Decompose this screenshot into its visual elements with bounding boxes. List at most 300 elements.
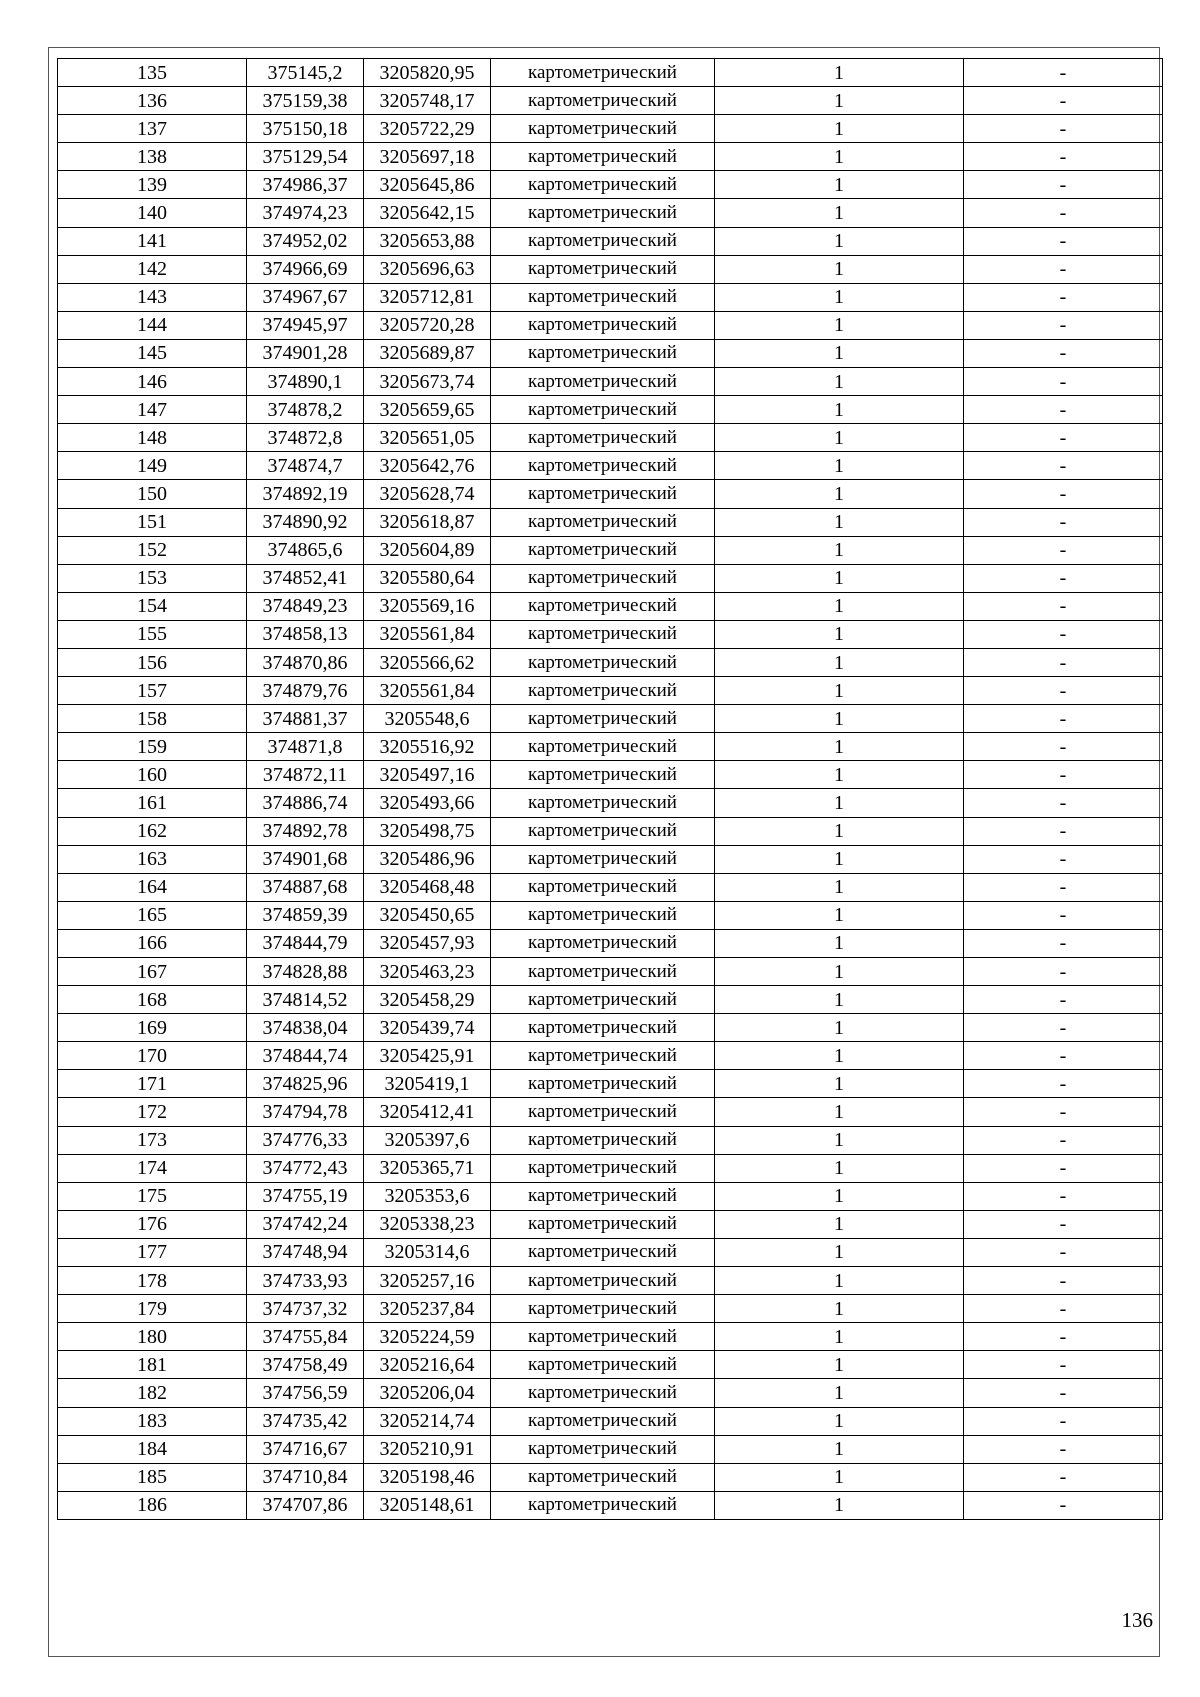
- y-coordinate-cell: 3205722,29: [364, 115, 491, 143]
- point-number-cell: 163: [58, 845, 247, 873]
- y-coordinate-cell: 3205493,66: [364, 789, 491, 817]
- method-cell: картометрический: [491, 1042, 715, 1070]
- x-coordinate-cell: 374892,78: [247, 817, 364, 845]
- table-row: [58, 396, 1163, 424]
- table-row: [58, 368, 1163, 396]
- y-coordinate-cell: 3205820,95: [364, 59, 491, 87]
- accuracy-cell: 1: [715, 311, 964, 339]
- x-coordinate-cell: 374733,93: [247, 1267, 364, 1295]
- x-coordinate-cell: 374879,76: [247, 677, 364, 705]
- method-cell: картометрический: [491, 1210, 715, 1238]
- table-body: [58, 59, 1163, 1520]
- table-row: [58, 1098, 1163, 1126]
- x-coordinate-cell: 374967,67: [247, 283, 364, 311]
- y-coordinate-cell: 3205257,16: [364, 1267, 491, 1295]
- method-cell: картометрический: [491, 677, 715, 705]
- note-cell: -: [964, 1210, 1163, 1238]
- point-number-cell: 164: [58, 873, 247, 901]
- point-number-cell: 158: [58, 705, 247, 733]
- x-coordinate-cell: 374886,74: [247, 789, 364, 817]
- point-number-cell: 139: [58, 171, 247, 199]
- x-coordinate-cell: 374755,19: [247, 1182, 364, 1210]
- accuracy-cell: 1: [715, 1267, 964, 1295]
- method-cell: картометрический: [491, 339, 715, 367]
- point-number-cell: 149: [58, 452, 247, 480]
- accuracy-cell: 1: [715, 705, 964, 733]
- note-cell: -: [964, 648, 1163, 676]
- table-row: [58, 592, 1163, 620]
- accuracy-cell: 1: [715, 255, 964, 283]
- method-cell: картометрический: [491, 958, 715, 986]
- y-coordinate-cell: 3205397,6: [364, 1126, 491, 1154]
- method-cell: картометрический: [491, 620, 715, 648]
- x-coordinate-cell: 374892,19: [247, 480, 364, 508]
- point-number-cell: 160: [58, 761, 247, 789]
- accuracy-cell: 1: [715, 1295, 964, 1323]
- x-coordinate-cell: 374710,84: [247, 1463, 364, 1491]
- y-coordinate-cell: 3205561,84: [364, 620, 491, 648]
- table-row: [58, 733, 1163, 761]
- y-coordinate-cell: 3205569,16: [364, 592, 491, 620]
- x-coordinate-cell: 374758,49: [247, 1351, 364, 1379]
- note-cell: -: [964, 1267, 1163, 1295]
- method-cell: картометрический: [491, 87, 715, 115]
- method-cell: картометрический: [491, 115, 715, 143]
- table-row: [58, 255, 1163, 283]
- x-coordinate-cell: 374870,86: [247, 648, 364, 676]
- table-row: [58, 761, 1163, 789]
- y-coordinate-cell: 3205206,04: [364, 1379, 491, 1407]
- y-coordinate-cell: 3205210,91: [364, 1435, 491, 1463]
- x-coordinate-cell: 374838,04: [247, 1014, 364, 1042]
- note-cell: -: [964, 115, 1163, 143]
- y-coordinate-cell: 3205457,93: [364, 929, 491, 957]
- method-cell: картометрический: [491, 1267, 715, 1295]
- accuracy-cell: 1: [715, 87, 964, 115]
- x-coordinate-cell: 374901,28: [247, 339, 364, 367]
- note-cell: -: [964, 1295, 1163, 1323]
- point-number-cell: 175: [58, 1182, 247, 1210]
- point-number-cell: 137: [58, 115, 247, 143]
- note-cell: -: [964, 87, 1163, 115]
- table-row: [58, 508, 1163, 536]
- x-coordinate-cell: 375150,18: [247, 115, 364, 143]
- y-coordinate-cell: 3205365,71: [364, 1154, 491, 1182]
- y-coordinate-cell: 3205689,87: [364, 339, 491, 367]
- x-coordinate-cell: 374890,92: [247, 508, 364, 536]
- y-coordinate-cell: 3205214,74: [364, 1407, 491, 1435]
- y-coordinate-cell: 3205712,81: [364, 283, 491, 311]
- method-cell: картометрический: [491, 1407, 715, 1435]
- table-row: [58, 901, 1163, 929]
- y-coordinate-cell: 3205237,84: [364, 1295, 491, 1323]
- y-coordinate-cell: 3205314,6: [364, 1238, 491, 1266]
- accuracy-cell: 1: [715, 536, 964, 564]
- point-number-cell: 161: [58, 789, 247, 817]
- y-coordinate-cell: 3205450,65: [364, 901, 491, 929]
- note-cell: -: [964, 1126, 1163, 1154]
- accuracy-cell: 1: [715, 283, 964, 311]
- x-coordinate-cell: 374814,52: [247, 986, 364, 1014]
- x-coordinate-cell: 375145,2: [247, 59, 364, 87]
- method-cell: картометрический: [491, 648, 715, 676]
- x-coordinate-cell: 374874,7: [247, 452, 364, 480]
- point-number-cell: 185: [58, 1463, 247, 1491]
- note-cell: -: [964, 396, 1163, 424]
- point-number-cell: 178: [58, 1267, 247, 1295]
- point-number-cell: 162: [58, 817, 247, 845]
- table-row: [58, 1014, 1163, 1042]
- accuracy-cell: 1: [715, 873, 964, 901]
- method-cell: картометрический: [491, 1323, 715, 1351]
- method-cell: картометрический: [491, 255, 715, 283]
- x-coordinate-cell: 374844,79: [247, 929, 364, 957]
- method-cell: картометрический: [491, 705, 715, 733]
- accuracy-cell: 1: [715, 424, 964, 452]
- note-cell: -: [964, 986, 1163, 1014]
- accuracy-cell: 1: [715, 1351, 964, 1379]
- note-cell: -: [964, 789, 1163, 817]
- method-cell: картометрический: [491, 424, 715, 452]
- table-row: [58, 1491, 1163, 1519]
- x-coordinate-cell: 374825,96: [247, 1070, 364, 1098]
- x-coordinate-cell: 374794,78: [247, 1098, 364, 1126]
- table-row: [58, 986, 1163, 1014]
- accuracy-cell: 1: [715, 986, 964, 1014]
- point-number-cell: 172: [58, 1098, 247, 1126]
- accuracy-cell: 1: [715, 929, 964, 957]
- point-number-cell: 150: [58, 480, 247, 508]
- table-row: [58, 564, 1163, 592]
- point-number-cell: 173: [58, 1126, 247, 1154]
- table-row: [58, 115, 1163, 143]
- method-cell: картометрический: [491, 536, 715, 564]
- table-row: [58, 1407, 1163, 1435]
- note-cell: -: [964, 705, 1163, 733]
- x-coordinate-cell: 374735,42: [247, 1407, 364, 1435]
- accuracy-cell: 1: [715, 1154, 964, 1182]
- method-cell: картометрический: [491, 396, 715, 424]
- point-number-cell: 148: [58, 424, 247, 452]
- y-coordinate-cell: 3205216,64: [364, 1351, 491, 1379]
- accuracy-cell: 1: [715, 227, 964, 255]
- accuracy-cell: 1: [715, 508, 964, 536]
- note-cell: -: [964, 452, 1163, 480]
- y-coordinate-cell: 3205696,63: [364, 255, 491, 283]
- point-number-cell: 176: [58, 1210, 247, 1238]
- y-coordinate-cell: 3205618,87: [364, 508, 491, 536]
- note-cell: -: [964, 311, 1163, 339]
- x-coordinate-cell: 374748,94: [247, 1238, 364, 1266]
- table-row: [58, 171, 1163, 199]
- accuracy-cell: 1: [715, 1435, 964, 1463]
- accuracy-cell: 1: [715, 1238, 964, 1266]
- method-cell: картометрический: [491, 789, 715, 817]
- note-cell: -: [964, 143, 1163, 171]
- accuracy-cell: 1: [715, 1042, 964, 1070]
- note-cell: -: [964, 508, 1163, 536]
- table-row: [58, 480, 1163, 508]
- method-cell: картометрический: [491, 564, 715, 592]
- y-coordinate-cell: 3205497,16: [364, 761, 491, 789]
- y-coordinate-cell: 3205458,29: [364, 986, 491, 1014]
- x-coordinate-cell: 374945,97: [247, 311, 364, 339]
- note-cell: -: [964, 845, 1163, 873]
- note-cell: -: [964, 733, 1163, 761]
- accuracy-cell: 1: [715, 480, 964, 508]
- note-cell: -: [964, 1491, 1163, 1519]
- table-row: [58, 620, 1163, 648]
- note-cell: -: [964, 1238, 1163, 1266]
- point-number-cell: 183: [58, 1407, 247, 1435]
- point-number-cell: 141: [58, 227, 247, 255]
- x-coordinate-cell: 374859,39: [247, 901, 364, 929]
- accuracy-cell: 1: [715, 339, 964, 367]
- y-coordinate-cell: 3205338,23: [364, 1210, 491, 1238]
- y-coordinate-cell: 3205566,62: [364, 648, 491, 676]
- note-cell: -: [964, 1154, 1163, 1182]
- y-coordinate-cell: 3205642,15: [364, 199, 491, 227]
- method-cell: картометрический: [491, 1098, 715, 1126]
- note-cell: -: [964, 817, 1163, 845]
- point-number-cell: 167: [58, 958, 247, 986]
- x-coordinate-cell: 374737,32: [247, 1295, 364, 1323]
- x-coordinate-cell: 374844,74: [247, 1042, 364, 1070]
- method-cell: картометрический: [491, 901, 715, 929]
- note-cell: -: [964, 958, 1163, 986]
- note-cell: -: [964, 199, 1163, 227]
- method-cell: картометрический: [491, 1351, 715, 1379]
- point-number-cell: 166: [58, 929, 247, 957]
- point-number-cell: 140: [58, 199, 247, 227]
- y-coordinate-cell: 3205353,6: [364, 1182, 491, 1210]
- note-cell: -: [964, 620, 1163, 648]
- note-cell: -: [964, 1435, 1163, 1463]
- x-coordinate-cell: 374756,59: [247, 1379, 364, 1407]
- table-row: [58, 227, 1163, 255]
- y-coordinate-cell: 3205148,61: [364, 1491, 491, 1519]
- note-cell: -: [964, 368, 1163, 396]
- method-cell: картометрический: [491, 283, 715, 311]
- point-number-cell: 156: [58, 648, 247, 676]
- x-coordinate-cell: 374755,84: [247, 1323, 364, 1351]
- y-coordinate-cell: 3205720,28: [364, 311, 491, 339]
- note-cell: -: [964, 1323, 1163, 1351]
- x-coordinate-cell: 374858,13: [247, 620, 364, 648]
- y-coordinate-cell: 3205651,05: [364, 424, 491, 452]
- point-number-cell: 177: [58, 1238, 247, 1266]
- note-cell: -: [964, 1042, 1163, 1070]
- method-cell: картометрический: [491, 199, 715, 227]
- accuracy-cell: 1: [715, 958, 964, 986]
- point-number-cell: 179: [58, 1295, 247, 1323]
- table-row: [58, 283, 1163, 311]
- accuracy-cell: 1: [715, 1323, 964, 1351]
- x-coordinate-cell: 374865,6: [247, 536, 364, 564]
- table-row: [58, 1463, 1163, 1491]
- x-coordinate-cell: 374966,69: [247, 255, 364, 283]
- method-cell: картометрический: [491, 1463, 715, 1491]
- method-cell: картометрический: [491, 1154, 715, 1182]
- table-row: [58, 87, 1163, 115]
- note-cell: -: [964, 592, 1163, 620]
- table-row: [58, 1126, 1163, 1154]
- accuracy-cell: 1: [715, 620, 964, 648]
- method-cell: картометрический: [491, 1295, 715, 1323]
- table-row: [58, 1323, 1163, 1351]
- note-cell: -: [964, 901, 1163, 929]
- table-row: [58, 424, 1163, 452]
- point-number-cell: 159: [58, 733, 247, 761]
- x-coordinate-cell: 374772,43: [247, 1154, 364, 1182]
- y-coordinate-cell: 3205653,88: [364, 227, 491, 255]
- note-cell: -: [964, 1014, 1163, 1042]
- y-coordinate-cell: 3205516,92: [364, 733, 491, 761]
- x-coordinate-cell: 374828,88: [247, 958, 364, 986]
- method-cell: картометрический: [491, 986, 715, 1014]
- point-number-cell: 151: [58, 508, 247, 536]
- x-coordinate-cell: 375159,38: [247, 87, 364, 115]
- accuracy-cell: 1: [715, 1070, 964, 1098]
- accuracy-cell: 1: [715, 143, 964, 171]
- table-row: [58, 929, 1163, 957]
- accuracy-cell: 1: [715, 789, 964, 817]
- point-number-cell: 169: [58, 1014, 247, 1042]
- point-number-cell: 184: [58, 1435, 247, 1463]
- y-coordinate-cell: 3205419,1: [364, 1070, 491, 1098]
- accuracy-cell: 1: [715, 648, 964, 676]
- point-number-cell: 153: [58, 564, 247, 592]
- page-number: 136: [1121, 1608, 1153, 1632]
- note-cell: -: [964, 677, 1163, 705]
- point-number-cell: 147: [58, 396, 247, 424]
- method-cell: картометрический: [491, 171, 715, 199]
- accuracy-cell: 1: [715, 396, 964, 424]
- point-number-cell: 154: [58, 592, 247, 620]
- x-coordinate-cell: 374878,2: [247, 396, 364, 424]
- point-number-cell: 171: [58, 1070, 247, 1098]
- y-coordinate-cell: 3205468,48: [364, 873, 491, 901]
- table-row: [58, 311, 1163, 339]
- point-number-cell: 152: [58, 536, 247, 564]
- point-number-cell: 165: [58, 901, 247, 929]
- y-coordinate-cell: 3205439,74: [364, 1014, 491, 1042]
- y-coordinate-cell: 3205580,64: [364, 564, 491, 592]
- note-cell: -: [964, 227, 1163, 255]
- accuracy-cell: 1: [715, 845, 964, 873]
- point-number-cell: 143: [58, 283, 247, 311]
- accuracy-cell: 1: [715, 733, 964, 761]
- note-cell: -: [964, 283, 1163, 311]
- table-row: [58, 648, 1163, 676]
- x-coordinate-cell: 374890,1: [247, 368, 364, 396]
- table-row: [58, 1154, 1163, 1182]
- accuracy-cell: 1: [715, 171, 964, 199]
- accuracy-cell: 1: [715, 1014, 964, 1042]
- y-coordinate-cell: 3205548,6: [364, 705, 491, 733]
- method-cell: картометрический: [491, 1238, 715, 1266]
- method-cell: картометрический: [491, 143, 715, 171]
- x-coordinate-cell: 374707,86: [247, 1491, 364, 1519]
- note-cell: -: [964, 339, 1163, 367]
- method-cell: картометрический: [491, 873, 715, 901]
- note-cell: -: [964, 564, 1163, 592]
- y-coordinate-cell: 3205645,86: [364, 171, 491, 199]
- method-cell: картометрический: [491, 817, 715, 845]
- note-cell: -: [964, 1098, 1163, 1126]
- table-row: [58, 873, 1163, 901]
- table-row: [58, 1238, 1163, 1266]
- note-cell: -: [964, 929, 1163, 957]
- y-coordinate-cell: 3205628,74: [364, 480, 491, 508]
- accuracy-cell: 1: [715, 1182, 964, 1210]
- method-cell: картометрический: [491, 1491, 715, 1519]
- accuracy-cell: 1: [715, 452, 964, 480]
- y-coordinate-cell: 3205498,75: [364, 817, 491, 845]
- point-number-cell: 146: [58, 368, 247, 396]
- accuracy-cell: 1: [715, 677, 964, 705]
- point-number-cell: 174: [58, 1154, 247, 1182]
- table-row: [58, 1070, 1163, 1098]
- method-cell: картометрический: [491, 592, 715, 620]
- point-number-cell: 182: [58, 1379, 247, 1407]
- note-cell: -: [964, 761, 1163, 789]
- y-coordinate-cell: 3205463,23: [364, 958, 491, 986]
- point-number-cell: 170: [58, 1042, 247, 1070]
- accuracy-cell: 1: [715, 1098, 964, 1126]
- accuracy-cell: 1: [715, 564, 964, 592]
- note-cell: -: [964, 255, 1163, 283]
- y-coordinate-cell: 3205697,18: [364, 143, 491, 171]
- point-number-cell: 181: [58, 1351, 247, 1379]
- x-coordinate-cell: 374776,33: [247, 1126, 364, 1154]
- y-coordinate-cell: 3205642,76: [364, 452, 491, 480]
- x-coordinate-cell: 374872,8: [247, 424, 364, 452]
- point-number-cell: 168: [58, 986, 247, 1014]
- x-coordinate-cell: 374887,68: [247, 873, 364, 901]
- y-coordinate-cell: 3205412,41: [364, 1098, 491, 1126]
- point-number-cell: 157: [58, 677, 247, 705]
- y-coordinate-cell: 3205748,17: [364, 87, 491, 115]
- table-row: [58, 143, 1163, 171]
- accuracy-cell: 1: [715, 199, 964, 227]
- point-number-cell: 186: [58, 1491, 247, 1519]
- x-coordinate-cell: 374872,11: [247, 761, 364, 789]
- method-cell: картометрический: [491, 1182, 715, 1210]
- point-number-cell: 155: [58, 620, 247, 648]
- table-row: [58, 1379, 1163, 1407]
- x-coordinate-cell: 374852,41: [247, 564, 364, 592]
- y-coordinate-cell: 3205224,59: [364, 1323, 491, 1351]
- note-cell: -: [964, 1463, 1163, 1491]
- y-coordinate-cell: 3205659,65: [364, 396, 491, 424]
- table-row: [58, 845, 1163, 873]
- x-coordinate-cell: 374716,67: [247, 1435, 364, 1463]
- note-cell: -: [964, 59, 1163, 87]
- method-cell: картометрический: [491, 59, 715, 87]
- x-coordinate-cell: 374952,02: [247, 227, 364, 255]
- note-cell: -: [964, 1182, 1163, 1210]
- table-row: [58, 789, 1163, 817]
- method-cell: картометрический: [491, 761, 715, 789]
- accuracy-cell: 1: [715, 368, 964, 396]
- table-row: [58, 817, 1163, 845]
- accuracy-cell: 1: [715, 592, 964, 620]
- x-coordinate-cell: 374742,24: [247, 1210, 364, 1238]
- method-cell: картометрический: [491, 1379, 715, 1407]
- x-coordinate-cell: 374881,37: [247, 705, 364, 733]
- accuracy-cell: 1: [715, 901, 964, 929]
